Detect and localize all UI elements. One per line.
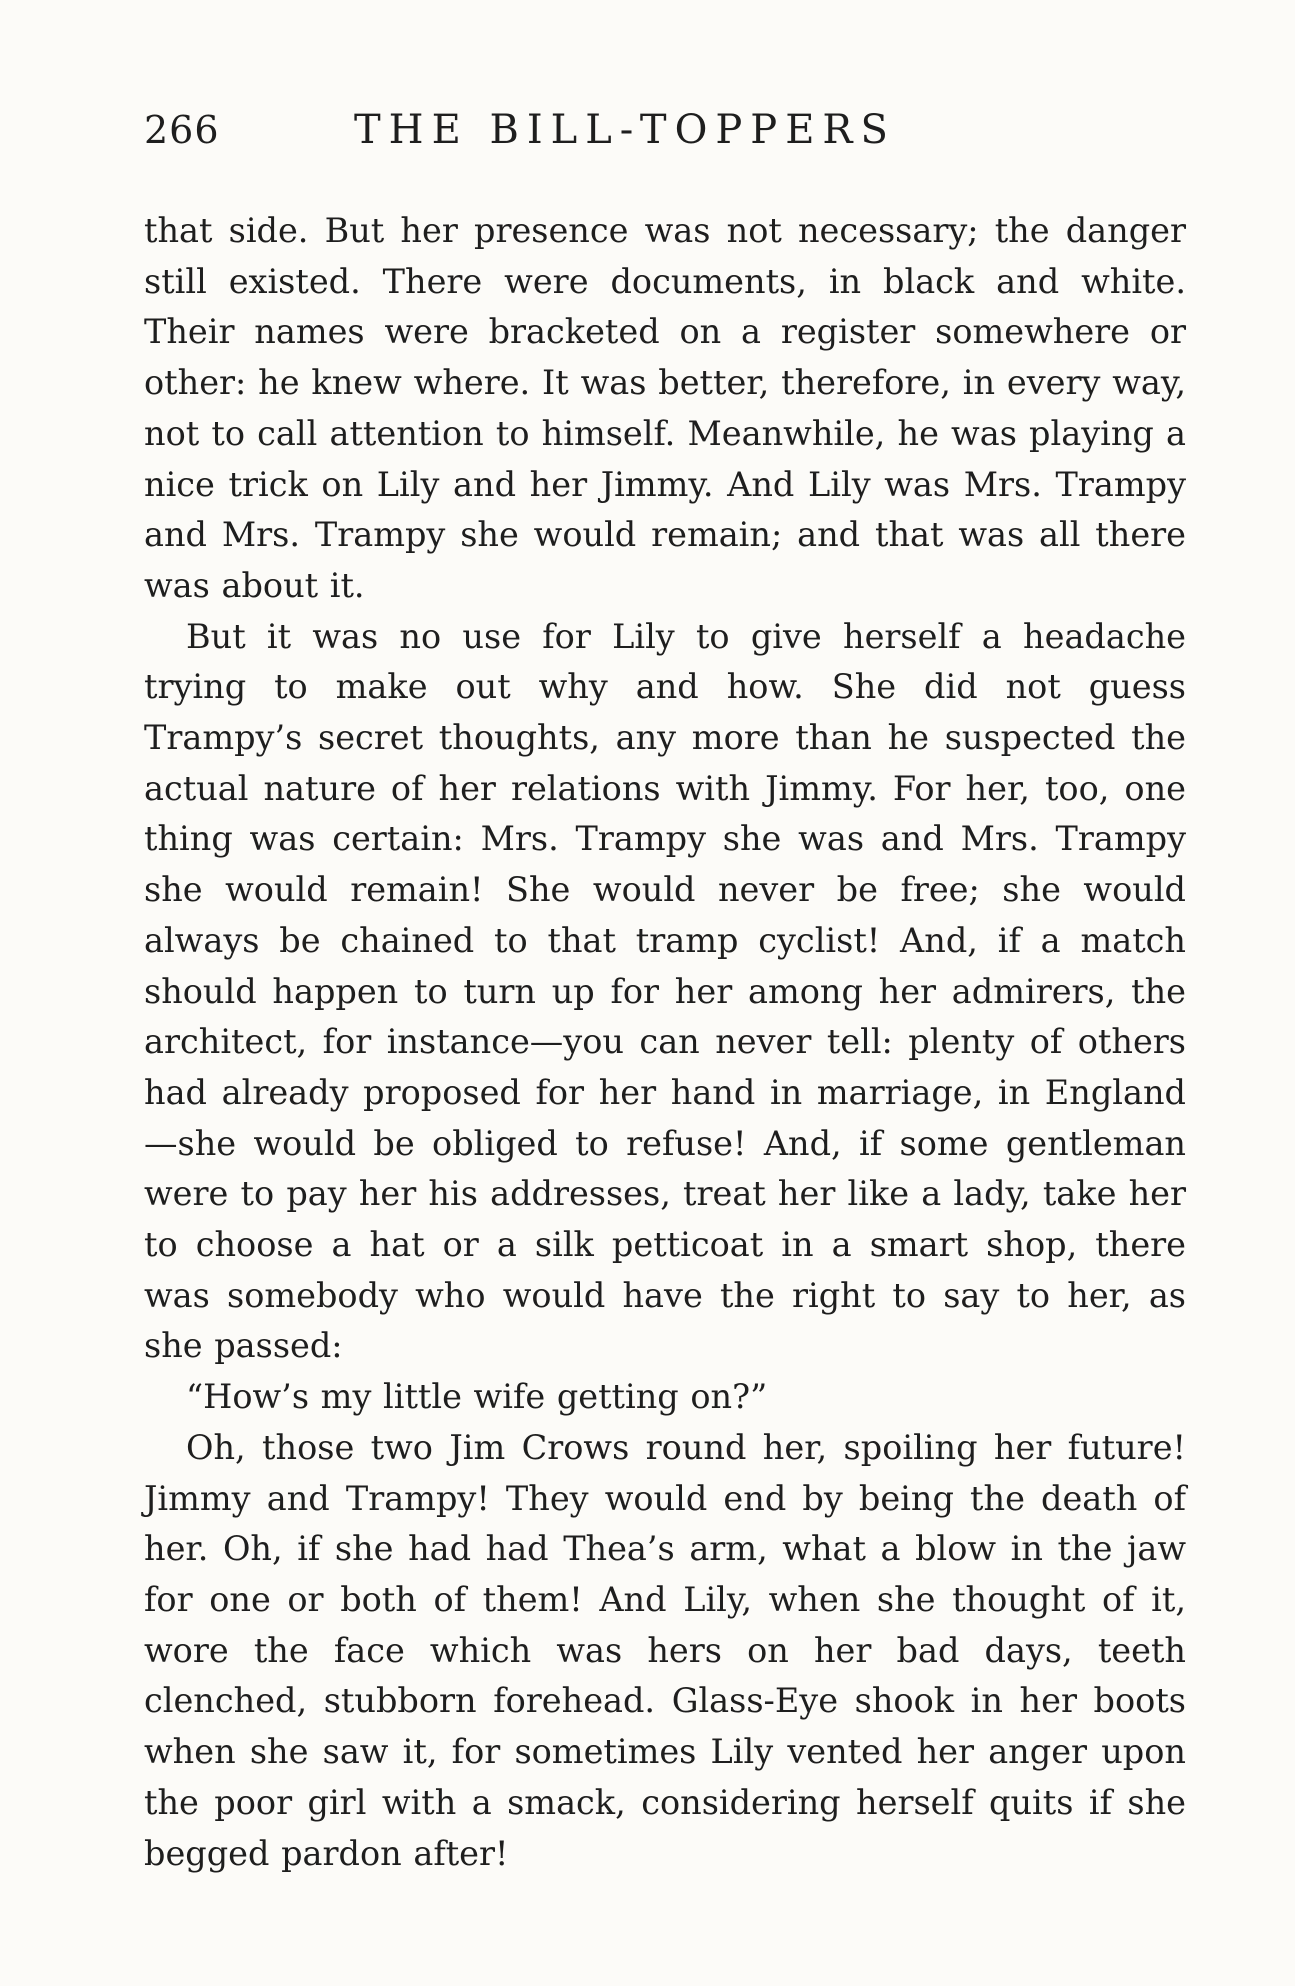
- running-head: THE BILL-TOPPERS: [354, 107, 896, 153]
- body-text: [144, 206, 1186, 1879]
- paragraph-2: But it was no use for Lily to give herself a headache trying to make out why and how. She did not guess Trampy’s secret thoughts, any more than he suspected the actual nature of her relations with Jimmy. For her, too, one thing was certain: Mrs. Trampy she was and Mrs. Trampy she would remain! She would never be free; she would always be chained to that tramp cyclist! And, if a match should happen to turn up for her among her admirers, the architect, for instance—you can never tell: plenty of others had already proposed for her hand in marriage, in England—she would be obliged to refuse! And, if some gentleman were to pay her his addresses, treat her like a lady, take her to choose a hat or a silk petticoat in a smart shop, there was somebody who would have the right to say to her, as she passed:: [144, 616, 1186, 1366]
- page-number: 266: [144, 108, 220, 152]
- page-header: [144, 100, 1186, 160]
- paragraph-3: “How’s my little wife getting on?”: [186, 1377, 768, 1417]
- paragraph-4: Oh, those two Jim Crows round her, spoiling her future! Jimmy and Trampy! They would end by being the death of her. Oh, if she had had Thea’s arm, what a blow in the jaw for one or both of them! And Lily, when she thought of it, wore the face which was hers on her bad days, teeth clenched, stubborn forehead. Glass-Eye shook in her boots when she saw it, for sometimes Lily vented her anger upon the poor girl with a smack, considering herself quits if she begged pardon after!: [144, 1427, 1186, 1873]
- paragraph-1: that side. But her presence was not necessary; the danger still existed. There were documents, in black and white. Their names were bracketed on a register somewhere or other: he knew where. It was better, therefore, in every way, not to call attention to himself. Meanwhile, he was playing a nice trick on Lily and her Jimmy. And Lily was Mrs. Trampy and Mrs. Trampy she would remain; and that was all there was about it.: [144, 211, 1186, 605]
